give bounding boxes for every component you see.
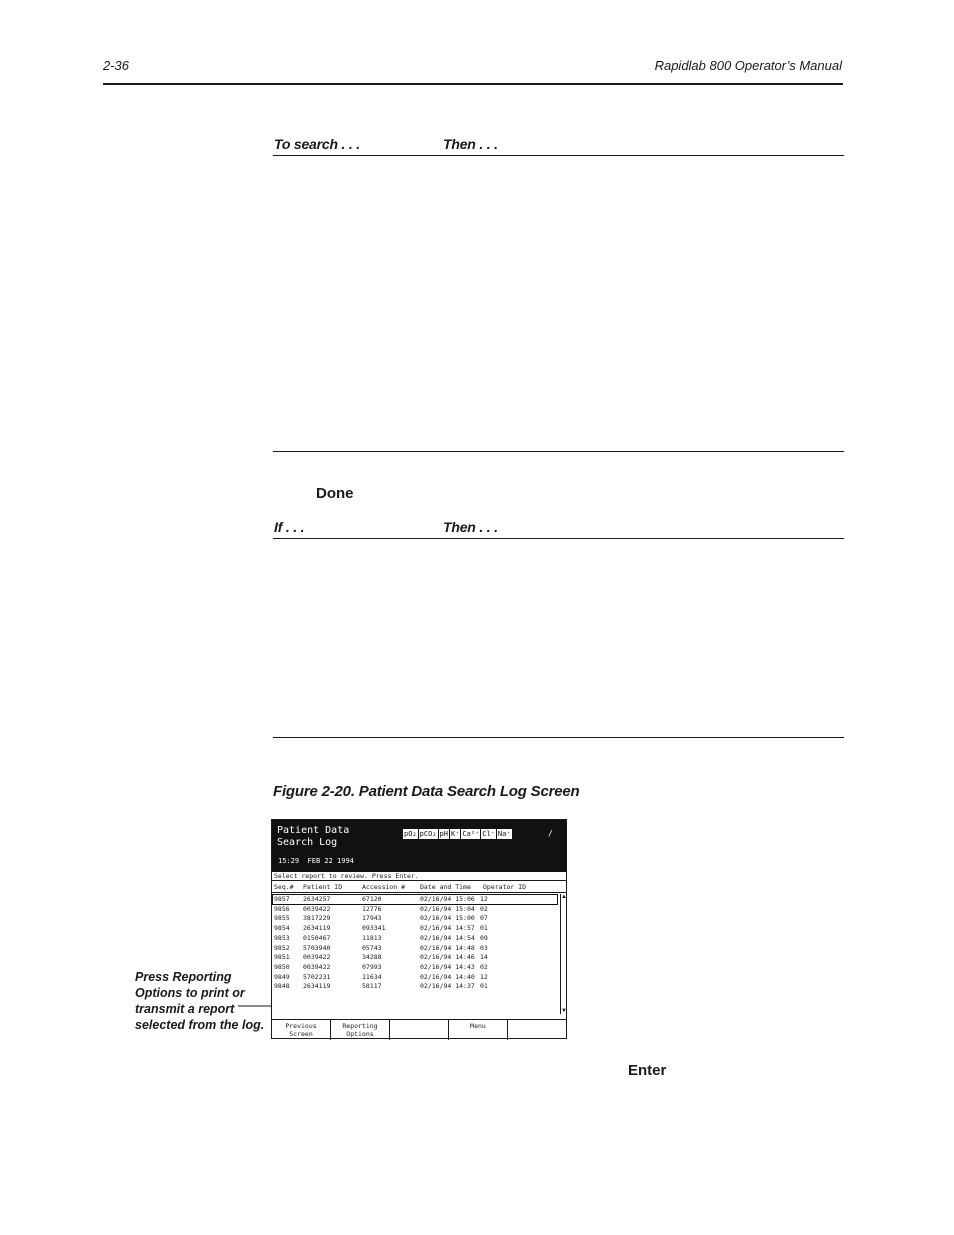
row-seq: 9854 [274,924,290,933]
reporting-options-button[interactable]: Reporting Options [331,1020,390,1040]
row-date-time: 02/16/94 14:43 [420,962,475,971]
row-seq: 9852 [274,943,290,952]
table1-col2-header: Then . . . [443,136,498,152]
manual-title: Rapidlab 800 Operator’s Manual [654,58,842,73]
row-operator-id: 12 [480,972,488,981]
analyte-po2: pO₂ [404,830,417,838]
row-operator-id: 01 [480,982,488,991]
screen-prompt: Select report to review. Press Enter. [272,872,566,881]
table-row[interactable] [273,914,557,923]
header-rule [103,83,843,85]
col-accession: Accession # [362,883,406,891]
row-operator-id: 09 [480,933,488,942]
row-date-time: 02/16/94 14:37 [420,982,475,991]
screen-date: FEB 22 1994 [307,857,354,865]
row-date-time: 02/16/94 14:57 [420,924,475,933]
row-date-time: 02/16/94 15:04 [420,904,475,913]
row-seq: 9856 [274,904,290,913]
screen-slash: / [548,829,553,838]
table-row[interactable] [273,905,557,914]
analyte-na: Na⁺ [497,830,511,838]
row-seq: 9853 [274,933,290,942]
row-seq: 9857 [274,895,290,903]
table-row[interactable] [273,934,557,943]
row-patient-id: 5703940 [303,943,331,952]
row-patient-id: 0039422 [303,904,331,913]
row-accession: 58117 [362,982,382,991]
table2-bottom-rule [273,737,844,738]
row-date-time: 02/16/94 14:54 [420,933,475,942]
screen-title-bar [272,820,566,872]
screen-title-line2: Search Log [277,837,338,848]
row-operator-id: 12 [480,895,488,903]
row-patient-id: 0039422 [303,962,331,971]
row-date-time: 02/16/94 14:40 [420,972,475,981]
row-operator-id: 07 [480,914,488,923]
table-row[interactable] [273,982,557,991]
row-accession: 11813 [362,933,382,942]
row-patient-id: 3817229 [303,914,331,923]
scroll-up-icon[interactable]: ▲ [561,894,567,900]
col-date-time: Date and Time [420,883,471,891]
done-label: Done [316,485,354,502]
previous-screen-button[interactable]: Previous Screen [272,1020,331,1040]
row-operator-id: 01 [480,924,488,933]
row-accession: 093341 [362,924,386,933]
col-seq: Seq.# [274,883,294,891]
table1-bottom-rule [273,451,844,452]
table-row[interactable] [273,895,557,904]
row-date-time: 02/16/94 14:46 [420,953,475,962]
enter-label: Enter [628,1062,667,1079]
row-accession: 34288 [362,953,382,962]
row-accession: 11634 [362,972,382,981]
row-patient-id: 2634119 [303,982,331,991]
row-patient-id: 2634257 [303,895,331,903]
row-accession: 07993 [362,962,382,971]
table1-col1-header: To search . . . [274,136,360,152]
row-seq: 9848 [274,982,290,991]
row-patient-id: 2634119 [303,924,331,933]
row-date-time: 02/16/94 14:48 [420,943,475,952]
log-scrollbar[interactable] [560,894,567,1014]
analyte-k: K⁺ [450,830,460,838]
table-row[interactable] [273,953,557,962]
analyte-pco2: pCO₂ [419,830,437,838]
row-seq: 9851 [274,953,290,962]
menu-button[interactable]: Menu [449,1020,508,1040]
softkey-blank-3[interactable] [390,1020,449,1040]
device-screen [271,819,567,1039]
row-operator-id: 02 [480,962,488,971]
page-number: 2-36 [103,58,130,73]
table2-col1-header: If . . . [274,519,305,535]
table2-header-rule [273,538,844,539]
table1-header-rule [273,155,844,156]
table2-col2-header: Then . . . [443,519,498,535]
row-accession: 67120 [362,895,382,903]
row-seq: 9849 [274,972,290,981]
row-operator-id: 02 [480,904,488,913]
analyte-ca: Ca²⁺ [462,830,480,838]
table-row[interactable] [273,963,557,972]
figure-callout: Press Reporting Options to print or transmit a report selected from the log. [135,970,265,1032]
col-patient-id: Patient ID [303,883,343,891]
row-operator-id: 14 [480,953,488,962]
analyte-indicators [403,829,512,839]
row-patient-id: 5702231 [303,972,331,981]
softkey-blank-5[interactable] [508,1020,566,1040]
analyte-cl: Cl⁻ [482,830,495,838]
log-column-headers [272,882,566,893]
table-row[interactable] [273,924,557,933]
row-date-time: 02/16/94 15:06 [420,895,475,903]
row-seq: 9850 [274,962,290,971]
row-patient-id: 0150467 [303,933,331,942]
softkey-bar [272,1019,566,1040]
row-operator-id: 03 [480,943,488,952]
screen-datetime [278,857,354,865]
figure-caption: Figure 2-20. Patient Data Search Log Screen [273,783,580,800]
row-date-time: 02/16/94 15:00 [420,914,475,923]
screen-title [277,825,349,849]
screen-time: 15:29 [278,857,300,865]
row-seq: 9855 [274,914,290,923]
col-operator-id: Operator ID [483,883,527,891]
row-accession: 17943 [362,914,382,923]
table-row[interactable] [273,973,557,982]
row-accession: 05743 [362,943,382,952]
row-patient-id: 0039422 [303,953,331,962]
table-row[interactable] [273,944,557,953]
scroll-down-icon[interactable]: ▼ [561,1008,567,1014]
analyte-ph: pH [439,830,448,838]
screen-title-line1: Patient Data [277,825,350,836]
row-accession: 12776 [362,904,382,913]
